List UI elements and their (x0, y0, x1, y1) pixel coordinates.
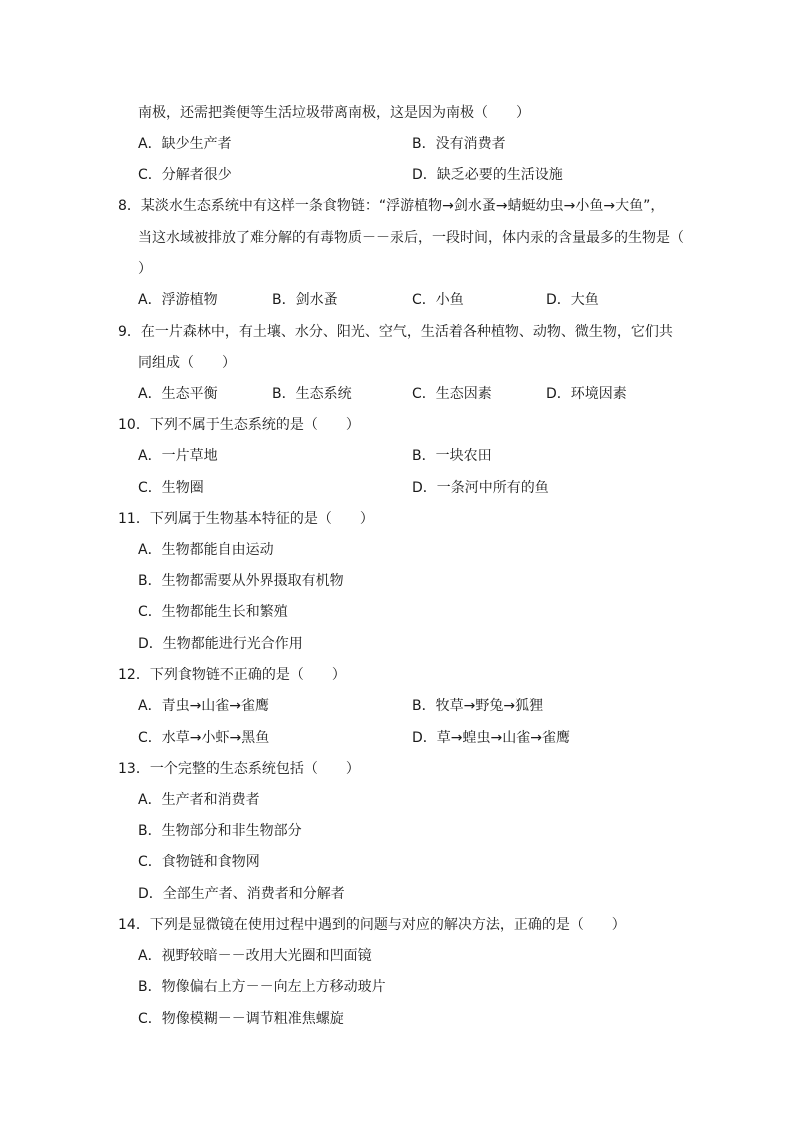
q7-stem: 南极，还需把粪便等生活垃圾带离南极，这是因为南极（ ） (138, 105, 530, 121)
q8-options-row (138, 290, 698, 310)
q9-option-b[interactable]: B．生态系统 (272, 386, 352, 402)
q7-option-c[interactable]: C．分解者很少 (138, 167, 232, 183)
q11-option-d[interactable]: D．生物都能进行光合作用 (138, 636, 303, 652)
q14-option-c[interactable]: C．物像模糊－－调节粗准焦螺旋 (138, 1011, 344, 1027)
q10-option-c[interactable]: C．生物圈 (138, 480, 204, 496)
q10-options-row-2 (138, 478, 698, 498)
q10-option-d[interactable]: D．一条河中所有的鱼 (412, 480, 549, 496)
q14-stem: 14．下列是显微镜在使用过程中遇到的问题与对应的解决方法，正确的是（ ） (118, 917, 626, 933)
q12-option-d[interactable]: D．草→蝗虫→山雀→雀鹰 (412, 730, 570, 746)
q8-stem-line-2: 当这水域被排放了难分解的有毒物质－－汞后，一段时间，体内汞的含量最多的生物是（ (138, 230, 684, 246)
q8-option-a[interactable]: A．浮游植物 (138, 292, 218, 308)
q12-stem: 12．下列食物链不正确的是（ ） (118, 667, 346, 683)
q10-option-a[interactable]: A．一片草地 (138, 448, 218, 464)
q14-option-a[interactable]: A．视野较暗－－改用大光圈和凹面镜 (138, 948, 372, 964)
q8-stem-line-3: ） (138, 261, 152, 277)
q12-options-row-2 (138, 728, 698, 748)
q13-option-d[interactable]: D．全部生产者、消费者和分解者 (138, 886, 345, 902)
q12-options-row-1 (138, 696, 698, 716)
q13-option-a[interactable]: A．生产者和消费者 (138, 792, 260, 808)
q7-option-a[interactable]: A．缺少生产者 (138, 136, 232, 152)
q8-stem-line-1: 8．某淡水生态系统中有这样一条食物链：“浮游植物→剑水蚤→蜻蜓幼虫→小鱼→大鱼”， (118, 198, 665, 214)
q13-option-b[interactable]: B．生物部分和非生物部分 (138, 823, 302, 839)
q11-stem: 11．下列属于生物基本特征的是（ ） (118, 511, 374, 527)
q12-option-b[interactable]: B．牧草→野兔→狐狸 (412, 698, 544, 714)
q9-stem-line-1: 9．在一片森林中，有土壤、水分、阳光、空气，生活着各种植物、动物、微生物，它们共 (118, 324, 673, 340)
q14-option-b[interactable]: B．物像偏右上方－－向左上方移动玻片 (138, 979, 386, 995)
q8-option-d[interactable]: D．大鱼 (546, 292, 599, 308)
q7-options-row-2 (138, 165, 698, 185)
q11-option-b[interactable]: B．生物都需要从外界摄取有机物 (138, 573, 344, 589)
q8-option-c[interactable]: C．小鱼 (412, 292, 464, 308)
q9-option-d[interactable]: D．环境因素 (546, 386, 627, 402)
q13-option-c[interactable]: C．食物链和食物网 (138, 854, 260, 870)
q12-option-a[interactable]: A．青虫→山雀→雀鹰 (138, 698, 270, 714)
q7-option-b[interactable]: B．没有消费者 (412, 136, 506, 152)
q8-option-b[interactable]: B．剑水蚤 (272, 292, 338, 308)
q11-option-c[interactable]: C．生物都能生长和繁殖 (138, 604, 288, 620)
q7-option-d[interactable]: D．缺乏必要的生活设施 (412, 167, 563, 183)
q9-option-c[interactable]: C．生态因素 (412, 386, 492, 402)
q13-stem: 13．一个完整的生态系统包括（ ） (118, 761, 360, 777)
q9-option-a[interactable]: A．生态平衡 (138, 386, 218, 402)
q10-option-b[interactable]: B．一块农田 (412, 448, 492, 464)
q11-option-a[interactable]: A．生物都能自由运动 (138, 542, 274, 558)
q12-option-c[interactable]: C．水草→小虾→黑鱼 (138, 730, 270, 746)
q9-options-row (138, 384, 698, 404)
q9-stem-line-2: 同组成（ ） (138, 355, 236, 371)
q10-options-row-1 (138, 446, 698, 466)
q10-stem: 10．下列不属于生态系统的是（ ） (118, 417, 360, 433)
q7-options-row-1 (138, 134, 698, 154)
